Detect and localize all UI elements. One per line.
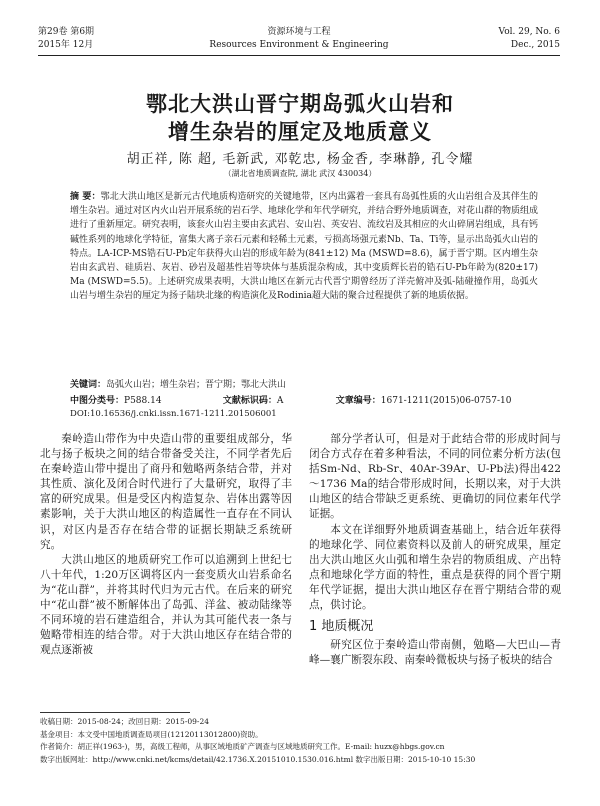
date-cn: 2015年 12月 [38, 40, 94, 50]
date-en: Dec., 2015 [510, 40, 560, 50]
footnote-rule [40, 712, 190, 713]
body-column-right [309, 432, 561, 668]
keywords-text: 岛弧火山岩；增生杂岩；晋宁期；鄂北大洪山 [106, 380, 287, 390]
volume-issue-en: Vol. 29, No. 6 [498, 27, 560, 37]
journal-name-en: Resources Environment & Engineering [209, 40, 389, 50]
article-number: 1671-1211(2015)06-0757-10 [380, 396, 512, 406]
author-bio: 作者简介：胡正祥(1963-)，男，高级工程师，从事区域地质矿产调查与区域地质研究工作。E-mail: huzx@hbgs.gov.cn [40, 742, 445, 751]
doc-code: A [276, 396, 284, 406]
abstract [70, 190, 538, 304]
title-line-1: 鄂北大洪山晋宁期岛弧火山岩和 [146, 92, 454, 116]
received-date: 收稿日期：2015-08-24；改回日期：2015-09-24 [40, 717, 209, 726]
paragraph: 秦岭造山带作为中央造山带的重要组成部分，华北与扬子板块之间的结合带备受关注，不同学者先后在秦岭造山带中提出了商丹和勉略两条结合带，并对其性质、演化及闭合时代进行了大量研究，取得了丰富的研究成果。但是受区内构造复杂、岩体出露等因素影响，关于大洪山地区的构造属性一直存在不同认识，对区内是否存在结合带的证据长期缺乏系统研究。 [40, 433, 292, 551]
paragraph: 部分学者认可，但是对于此结合带的形成时间与闭合方式存在着多种看法，不同的同位素分析方法(包括Sm-Nd、Rb-Sr、40Ar-39Ar、U-Pb法)得出422～1736 Ma的结合带形成时间，长期以来，对于大洪山地区的结合带缺乏更系统、更确切的同位素年代学证据。 [309, 433, 561, 521]
affiliation: （湖北省地质调查院, 湖北 武汉 430034） [223, 169, 377, 178]
clc-code: P588.14 [124, 396, 162, 406]
paragraph: 本文在详细野外地质调查基础上，结合近年获得的地球化学、同位素资料以及前人的研究成果，厘定出大洪山地区火山弧和增生杂岩的物质组成、产出特点和地球化学方面的特性，重点是获得的同个晋宁期年代学证据，提出大洪山地区存在晋宁期结合带的观点，供讨论。 [309, 523, 561, 612]
keywords-label: 关键词： [70, 380, 107, 390]
body-column-left [40, 432, 292, 658]
keywords [70, 377, 538, 390]
abstract-text: 鄂北大洪山地区是新元古代地质构造研究的关键地带，区内出露着一套具有岛弧性质的火山岩组合及其伴生的增生杂岩。通过对区内火山岩开展系统的岩石学、地球化学和年代学研究，并结合野外地质调查，对花山群的物质组成进行了重新厘定。研究表明，该套火山岩主要由玄武岩、安山岩、英安岩、流纹岩及其相应的火山碎屑岩组成，具有钙碱性系列的地球化学特征，富集大离子亲石元素和轻稀土元素，亏损高场强元素Nb、Ta、Ti等，显示出岛弧火山岩的特点。LA-ICP-MS锆石U-Pb定年获得火山岩的形成年龄为(841±12) Ma (MSWD=8.6)，属于晋宁期。区内增生杂岩由玄武岩、硅质岩、灰岩、砂岩及超基性岩等块体与基质混杂构成，其中变质辉长岩的锆石U-Pb年龄为(820±17) Ma (MSWD=5.5)。上述研究成果表明，大洪山地区在新元古代晋宁期曾经历了洋壳俯冲及弧-陆碰撞作用，岛弧火山岩与增生杂岩的厘定为扬子陆块北缘的构造演化及Rodinia超大陆的聚合过程提供了新的地质依据。 [70, 192, 539, 302]
header-rule [38, 55, 560, 56]
volume-issue-cn: 第29卷 第6期 [38, 27, 95, 37]
header-center [38, 26, 560, 52]
classification-line [70, 393, 538, 406]
author-list: 胡正祥, 陈 超, 毛新武, 邓乾忠, 杨金香, 李琳静, 孔令耀 [126, 152, 474, 167]
paragraph: 大洪山地区的地质研究工作可以追溯到上世纪七八十年代，1:20万区调将区内一套变质火山岩系命名为“花山群”，并将其时代归为元古代。在后来的研究中“花山群”被不断解体出了岛弧、洋盆、被动陆缘等不同环境的岩石建造组合，并认为其可能代表一条与勉略带相连的结合带。对于大洪山地区存在结合带的观点逐渐被 [40, 553, 292, 657]
journal-name-cn: 资源环境与工程 [267, 27, 331, 37]
fund-info: 基金项目：本文受中国地质调查局项目(12120113012800)资助。 [40, 729, 263, 739]
footnotes [40, 716, 560, 766]
running-header [38, 26, 560, 56]
doc-code-label: 文献标识码： [222, 396, 277, 406]
title-line-2: 增生杂岩的厘定及地质意义 [168, 120, 432, 144]
header-right [499, 26, 560, 52]
article-number-label: 文章编号： [335, 396, 381, 406]
clc-label: 中图分类号： [70, 396, 125, 406]
paragraph: 研究区位于秦岭造山带南侧，勉略—大巴山—青峰—襄广断裂东段、南秦岭微板块与扬子板块的结合 [309, 639, 561, 667]
doi: DOI:10.16536/j.cnki.issn.1671-1211.201506001 [70, 409, 277, 419]
online-publication: 数字出版网址：http://www.cnki.net/kcms/detail/42.1736.X.20151010.1530.016.html 数字出版日期：2015-10-10 15:30 [40, 754, 476, 764]
section-heading: 1 地质概况 [309, 619, 374, 635]
abstract-label: 摘 要： [70, 192, 101, 202]
